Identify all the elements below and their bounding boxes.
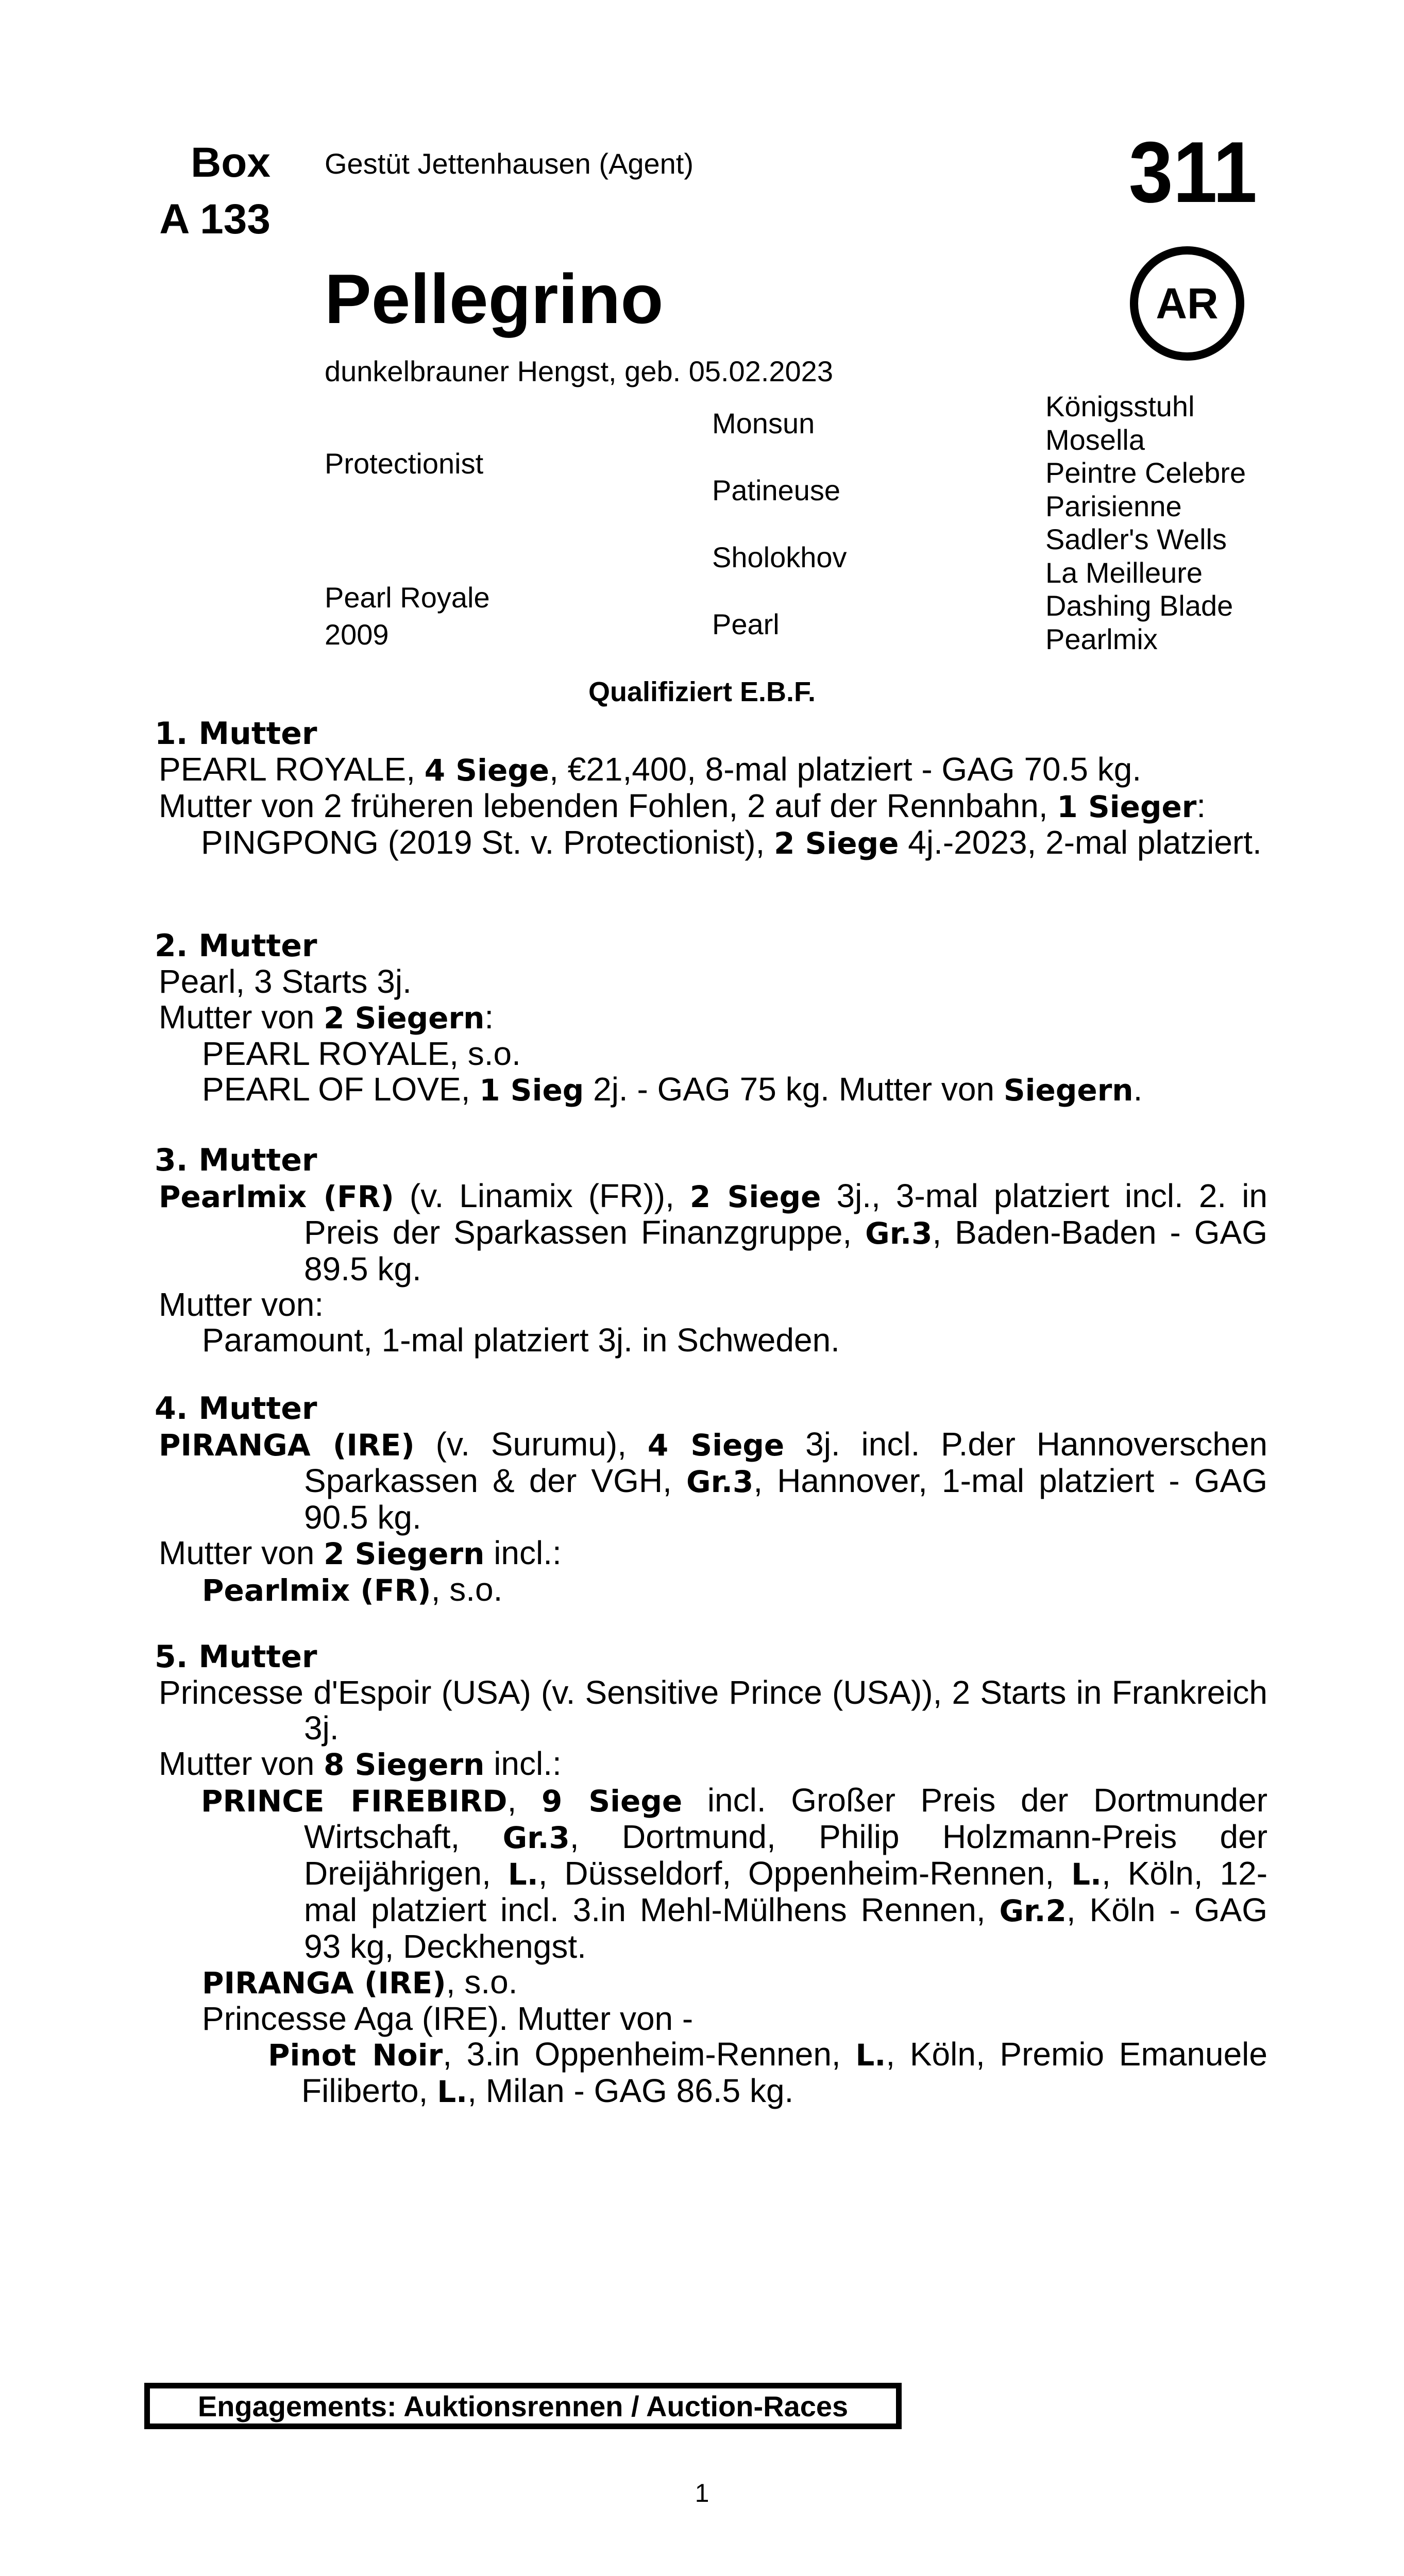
dam-section-3 <box>155 1143 1267 1358</box>
text: incl.: <box>484 1534 562 1571</box>
pedigree-grandparent: Pearl <box>712 608 780 640</box>
text: Mutter von <box>159 1534 324 1571</box>
bold-text: 2 Siege <box>689 1179 821 1214</box>
dam-record: Princesse d'Espoir (USA) (v. Sensitive Prince (USA)), 2 Starts in Frankreich 3j. <box>159 1674 1267 1747</box>
bold-text: 1 Sieger <box>1057 789 1197 824</box>
text: , Milan - GAG 86.5 kg. <box>467 2072 794 2109</box>
text: 3j., 3-mal platziert incl. 2. in Preis der Sparkassen Finanzgruppe, <box>304 1177 1268 1251</box>
dam-produce-summary <box>155 1535 1267 1572</box>
text: , Düsseldorf, Oppenheim-Rennen, <box>538 1855 1072 1892</box>
pedigree-grandparent: Monsun <box>712 407 815 439</box>
text: PEARL ROYALE, <box>159 751 425 788</box>
lot-number: 311 <box>1128 124 1257 221</box>
pedigree-grandparent: Sholokhov <box>712 541 847 573</box>
horse-description: dunkelbrauner Hengst, geb. 05.02.2023 <box>325 355 833 387</box>
text: , Köln, 12-mal platziert incl. 3.in Mehl-Mülhens Rennen, <box>304 1855 1268 1928</box>
text: incl.: <box>484 1745 562 1782</box>
dam-heading: 2. Mutter <box>155 928 317 964</box>
bold-text: PIRANGA (IRE) <box>202 1965 446 2001</box>
pedigree-great-grandparents <box>1045 390 1246 656</box>
box-number: A 133 <box>159 196 270 243</box>
box-label: Box <box>191 139 270 186</box>
bold-text: L. <box>508 1857 538 1892</box>
ar-badge-label: AR <box>1156 279 1219 328</box>
pedigree-great-grandparent: Pearlmix <box>1045 622 1158 655</box>
dam-section-1 <box>155 716 1267 861</box>
pedigree-great-grandparent: La Meilleure <box>1045 556 1203 589</box>
bold-text: Gr.3 <box>865 1216 933 1251</box>
text: 2j. - GAG 75 kg. Mutter von <box>584 1071 1004 1108</box>
text: : <box>1196 787 1206 824</box>
bold-text: Siegern <box>1003 1073 1134 1108</box>
grand-offspring-entry <box>155 2037 1267 2110</box>
bold-text: L. <box>1071 1857 1102 1892</box>
offspring-entry: PEARL ROYALE, s.o. <box>202 1035 521 1072</box>
text: : <box>484 998 494 1036</box>
offspring-entry <box>155 1964 1267 2001</box>
pedigree-sire: Protectionist <box>325 447 484 480</box>
bold-text: 4 Siege <box>424 753 550 788</box>
consignor: Gestüt Jettenhausen (Agent) <box>325 147 693 180</box>
engagements-box <box>144 2383 902 2429</box>
text: Mutter von <box>159 1745 324 1782</box>
dam-produce-summary: Mutter von: <box>159 1286 324 1323</box>
bold-text: Pearlmix (FR) <box>159 1179 394 1214</box>
bold-text: Pearlmix (FR) <box>202 1573 431 1608</box>
dam-produce-summary <box>155 788 1267 825</box>
pedigree-grandparent: Patineuse <box>712 474 841 506</box>
page-number: 1 <box>695 2479 709 2507</box>
text: , €21,400, 8-mal platziert - GAG 70.5 kg. <box>549 751 1142 788</box>
text: Mutter von <box>159 998 324 1036</box>
bold-text: 2 Siegern <box>324 1001 485 1036</box>
text: PINGPONG (2019 St. v. Protectionist), <box>201 824 774 861</box>
dam-produce-summary <box>155 1746 1267 1783</box>
offspring-entry <box>155 1572 1267 1608</box>
bold-text: PRINCE FIREBIRD <box>201 1784 508 1819</box>
bold-text: 4 Siege <box>647 1428 785 1463</box>
pedigree-great-grandparent: Dashing Blade <box>1045 589 1233 622</box>
offspring-entry <box>155 1783 1267 1964</box>
offspring-entry <box>155 825 1267 861</box>
text: 3j. incl. P.der Hannoverschen Sparkassen & der VGH, <box>304 1426 1268 1499</box>
pedigree-great-grandparent: Mosella <box>1045 423 1145 456</box>
dam-heading: 4. Mutter <box>155 1391 317 1427</box>
dam-record <box>155 1178 1267 1287</box>
text: Mutter von 2 früheren lebenden Fohlen, 2 auf der Rennbahn, <box>159 787 1057 824</box>
text: 4j.-2023, 2-mal platziert. <box>899 824 1262 861</box>
bold-text: 2 Siegern <box>324 1536 485 1571</box>
dam-section-5 <box>155 1639 1267 2110</box>
bold-text: Gr.3 <box>502 1820 570 1855</box>
dam-heading: 5. Mutter <box>155 1639 317 1675</box>
text: , <box>507 1782 542 1819</box>
dam-record: Pearl, 3 Starts 3j. <box>159 963 412 1000</box>
bold-text: L. <box>855 2038 886 2073</box>
text: . <box>1133 1071 1143 1108</box>
offspring-entry <box>155 1072 1267 1108</box>
pedigree-dam: Pearl Royale <box>325 581 490 614</box>
bold-text: Gr.3 <box>686 1464 754 1499</box>
bold-text: 9 Siege <box>541 1784 683 1819</box>
dam-record <box>155 1427 1267 1535</box>
bold-text: PIRANGA (IRE) <box>159 1428 415 1463</box>
text: , Dortmund, Philip Holzmann-Preis der Dreijährigen, <box>304 1818 1267 1892</box>
text: , s.o. <box>446 1963 518 2001</box>
text: , Köln - GAG 93 kg, Deckhengst. <box>304 1891 1268 1965</box>
bold-text: 1 Sieg <box>479 1073 584 1108</box>
pedigree-great-grandparent: Königsstuhl <box>1045 390 1195 422</box>
engagements-label: Engagements: Auktionsrennen / Auction-Races <box>197 2389 849 2422</box>
bold-text: 2 Siege <box>774 826 899 861</box>
bold-text: 8 Siegern <box>324 1747 485 1782</box>
dam-produce-summary <box>155 999 1267 1036</box>
pedigree-great-grandparent: Sadler's Wells <box>1045 523 1227 555</box>
dam-heading: 1. Mutter <box>155 716 317 752</box>
bold-text: Pinot Noir <box>268 2038 443 2073</box>
text: (v. Surumu), <box>414 1426 648 1463</box>
offspring-entry: Paramount, 1-mal platziert 3j. in Schweden. <box>202 1321 840 1359</box>
pedigree-great-grandparent: Peintre Celebre <box>1045 456 1246 489</box>
text: , 3.in Oppenheim-Rennen, <box>443 2036 856 2073</box>
dam-section-4 <box>155 1391 1267 1608</box>
offspring-entry: Princesse Aga (IRE). Mutter von - <box>202 2000 693 2037</box>
horse-name: Pellegrino <box>325 260 664 338</box>
text: , Köln, Premio Emanuele Filiberto, <box>301 2036 1267 2109</box>
ar-badge-icon <box>1130 246 1244 361</box>
text: PEARL OF LOVE, <box>202 1071 480 1108</box>
text: , Baden-Baden - GAG 89.5 kg. <box>304 1214 1268 1287</box>
dam-heading: 3. Mutter <box>155 1142 317 1178</box>
bold-text: Gr.2 <box>999 1893 1067 1928</box>
text: (v. Linamix (FR)), <box>394 1177 690 1214</box>
pedigree-great-grandparent: Parisienne <box>1045 489 1182 522</box>
pedigree-dam-year: 2009 <box>325 618 389 651</box>
text: , s.o. <box>431 1571 503 1608</box>
bold-text: L. <box>437 2074 468 2109</box>
dam-record <box>155 752 1267 788</box>
qualification: Qualifiziert E.B.F. <box>588 676 816 707</box>
text: , Hannover, 1-mal platziert - GAG 90.5 kg. <box>304 1462 1268 1536</box>
text: incl. Großer Preis der Dortmunder Wirtschaft, <box>304 1782 1268 1855</box>
dam-section-2 <box>155 928 1267 1108</box>
